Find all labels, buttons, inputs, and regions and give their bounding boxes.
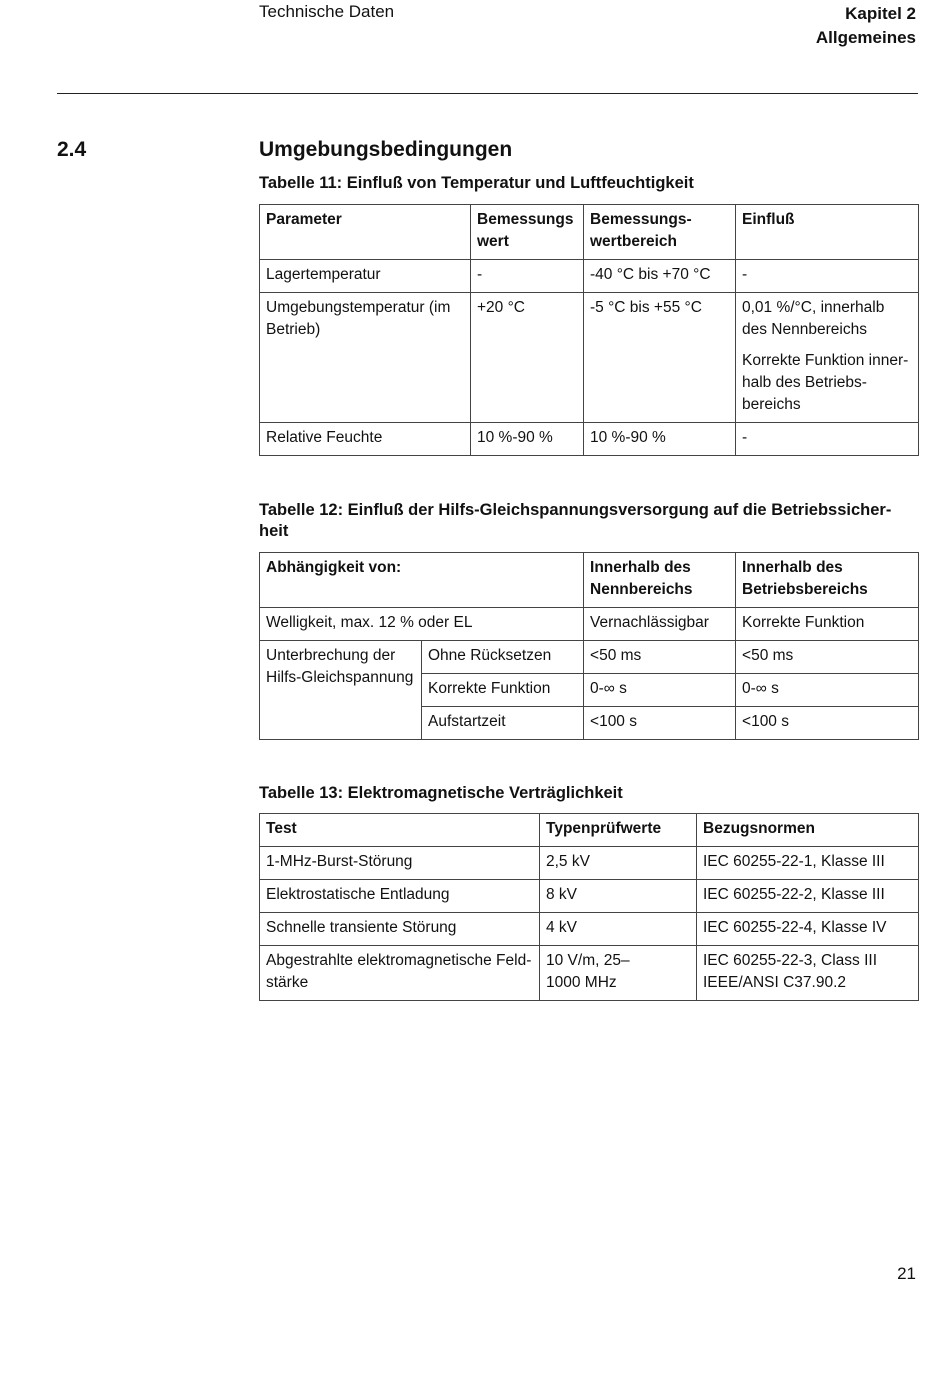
table-cell: 8 kV <box>540 880 697 913</box>
table13-caption: Tabelle 13: Elektromagnetische Verträglichkeit <box>259 784 623 802</box>
table-cell: 0-∞ s <box>736 674 919 707</box>
table-header-row <box>260 553 919 608</box>
header-cell: Innerhalb des Betriebsbereichs <box>736 553 919 608</box>
header-cell: Bemessungs- wertbereich <box>584 205 736 260</box>
header-cell: Bemessungs wert <box>471 205 584 260</box>
table-row <box>260 423 919 456</box>
running-header-left: Technische Daten <box>259 2 395 21</box>
header-cell: Typenprüfwerte <box>540 814 697 847</box>
section-number: 2.4 <box>57 138 87 161</box>
table-cell: 4 kV <box>540 913 697 946</box>
table-cell: 2,5 kV <box>540 847 697 880</box>
table-cell: Welligkeit, max. 12 % oder EL <box>260 608 584 641</box>
table-cell: 10 %-90 % <box>584 423 736 456</box>
table-cell: <50 ms <box>736 641 919 674</box>
header-cell: Einfluß <box>736 205 919 260</box>
running-header-right <box>816 2 916 50</box>
table-cell: -40 °C bis +70 °C <box>584 260 736 293</box>
table-cell: <100 s <box>584 707 736 740</box>
table-cell: Lagertemperatur <box>260 260 471 293</box>
table-cell: 1-MHz-Burst-Störung <box>260 847 540 880</box>
table11-caption: Tabelle 11: Einfluß von Temperatur und Luftfeuchtigkeit <box>259 174 694 192</box>
table-cell: -5 °C bis +55 °C <box>584 293 736 423</box>
table-cell: 10 %-90 % <box>471 423 584 456</box>
table-header-row <box>260 205 919 260</box>
table-cell: <50 ms <box>584 641 736 674</box>
table12-caption: Tabelle 12: Einfluß der Hilfs-Gleichspannungsversorgung auf die Betriebssicher- heit <box>259 501 892 540</box>
table-row <box>260 293 919 423</box>
table-header-row <box>260 814 919 847</box>
table-row <box>260 641 919 674</box>
table11 <box>259 204 919 456</box>
table-cell: 0,01 %/°C, innerhalb des Nennbereichs Korrekte Funktion inner- halb des Betriebs- bereichs <box>736 293 919 423</box>
table-cell: Aufstartzeit <box>422 707 584 740</box>
table-cell: IEC 60255-22-3, Class III IEEE/ANSI C37.90.2 <box>697 946 919 1001</box>
table-cell: Schnelle transiente Störung <box>260 913 540 946</box>
table-cell: - <box>471 260 584 293</box>
chapter-title: Allgemeines <box>815 28 916 47</box>
table-row <box>260 608 919 641</box>
table-cell: 0-∞ s <box>584 674 736 707</box>
table-row <box>260 847 919 880</box>
table-cell: Elektrostatische Entladung <box>260 880 540 913</box>
table-cell: Korrekte Funktion <box>736 608 919 641</box>
table-row <box>260 913 919 946</box>
table-row <box>260 260 919 293</box>
table-cell: +20 °C <box>471 293 584 423</box>
table-cell: Relative Feuchte <box>260 423 471 456</box>
chapter-label: Kapitel 2 <box>845 4 916 23</box>
group-label-cell: Unterbrechung der Hilfs-Gleichspannung <box>260 641 422 740</box>
table-cell: Korrekte Funktion <box>422 674 584 707</box>
page-number: 21 <box>897 1264 916 1283</box>
table12 <box>259 552 919 740</box>
table-cell: <100 s <box>736 707 919 740</box>
table-cell: 10 V/m, 25– 1000 MHz <box>540 946 697 1001</box>
header-cell: Innerhalb des Nennbereichs <box>584 553 736 608</box>
table-cell: IEC 60255-22-1, Klasse III <box>697 847 919 880</box>
table-cell: - <box>736 423 919 456</box>
table-cell: Umgebungstemperatur (im Betrieb) <box>260 293 471 423</box>
table-cell: Abgestrahlte elektromagnetische Feld- stärke <box>260 946 540 1001</box>
table-cell: Ohne Rücksetzen <box>422 641 584 674</box>
table-row <box>260 880 919 913</box>
table-cell: IEC 60255-22-2, Klasse III <box>697 880 919 913</box>
header-cell: Bezugsnormen <box>697 814 919 847</box>
header-cell: Abhängigkeit von: <box>260 553 584 608</box>
header-cell: Parameter <box>260 205 471 260</box>
table-row <box>260 946 919 1001</box>
section-title: Umgebungsbedingungen <box>259 138 513 161</box>
table-cell: Vernachlässigbar <box>584 608 736 641</box>
table-cell: IEC 60255-22-4, Klasse IV <box>697 913 919 946</box>
table13 <box>259 813 919 1001</box>
header-cell: Test <box>260 814 540 847</box>
table-cell: - <box>736 260 919 293</box>
header-divider <box>57 93 918 94</box>
